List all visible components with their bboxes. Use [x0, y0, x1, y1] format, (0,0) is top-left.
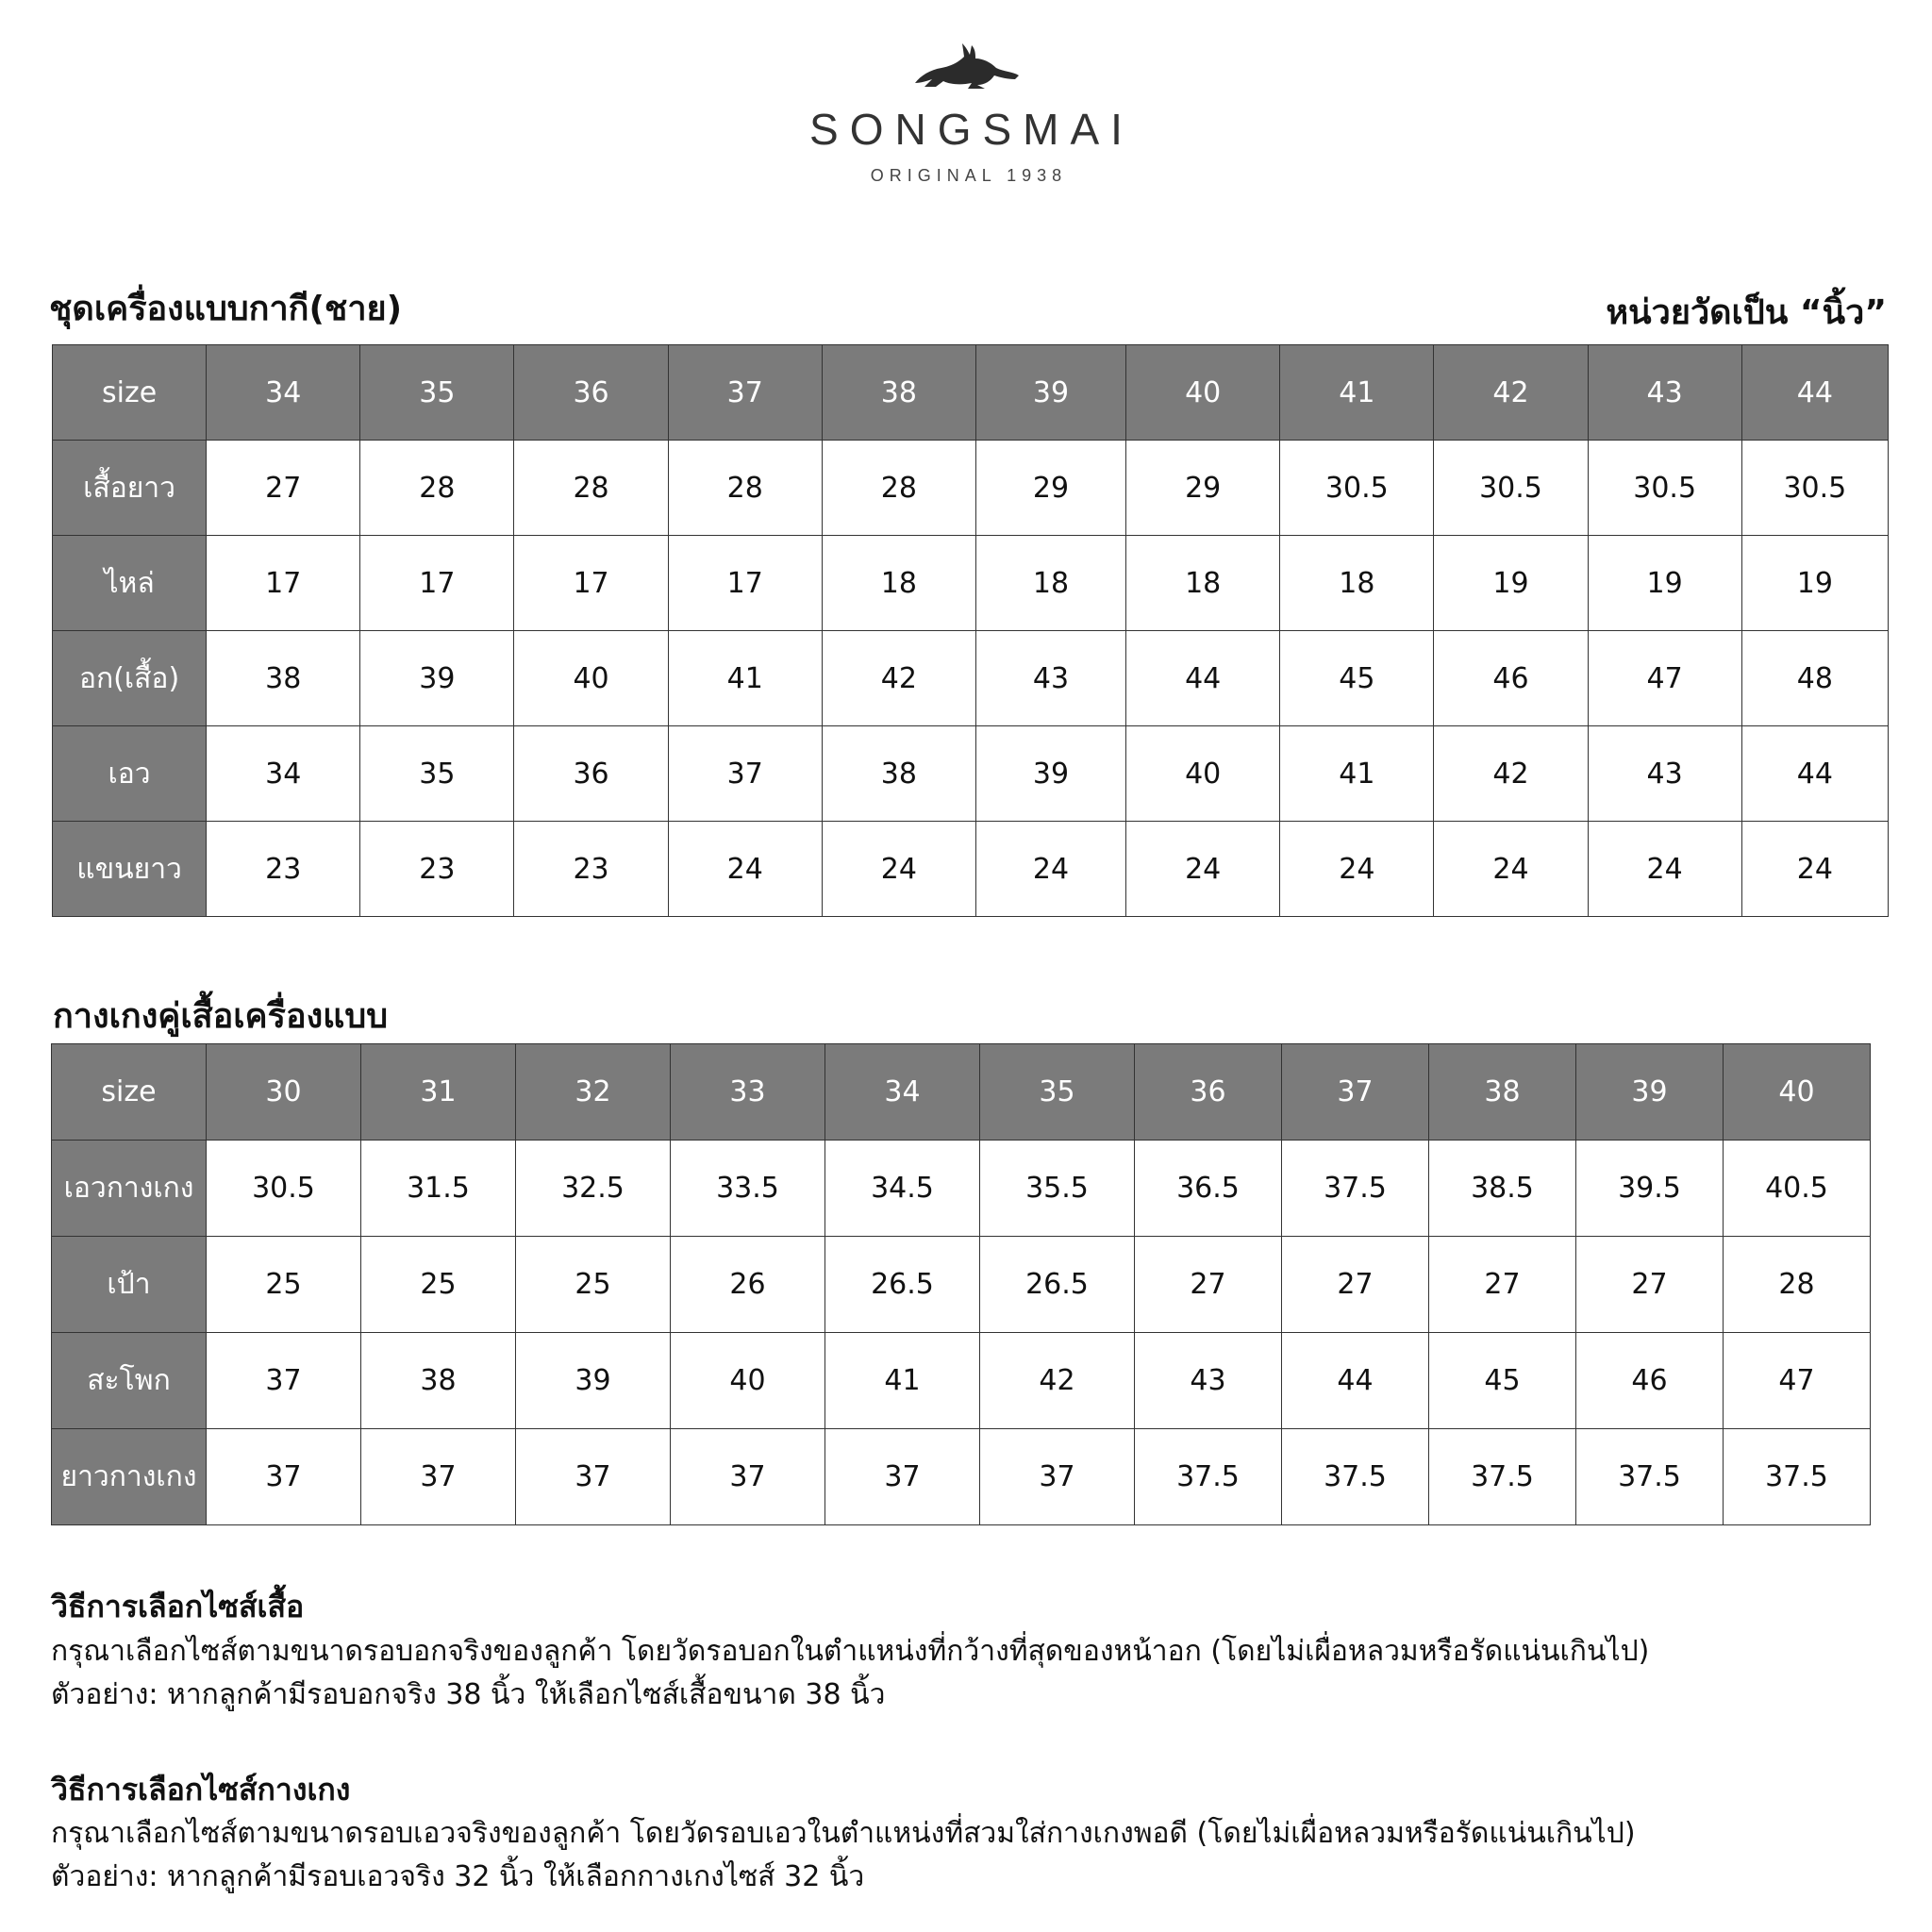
pants-guide-line-1: กรุณาเลือกไซส์ตามขนาดรอบเอวจริงของลูกค้า โดยวัดรอบเอวในตำแหน่งที่สวมใส่กางเกงพอดี (โดยไม่เผื่อหลวมหรือรัดแน่นเกินไป) — [51, 1817, 1636, 1850]
value-cell: 37 — [207, 1333, 361, 1429]
value-cell: 38 — [822, 726, 975, 822]
value-cell: 37.5 — [1724, 1429, 1871, 1525]
pants-size-table — [51, 1043, 1871, 1525]
size-label-cell: size — [52, 1044, 207, 1141]
value-cell: 37.5 — [1576, 1429, 1724, 1525]
value-cell: 45 — [1280, 631, 1434, 726]
size-header-cell: 32 — [516, 1044, 671, 1141]
value-cell: 28 — [1724, 1237, 1871, 1333]
size-header-cell: 40 — [1126, 345, 1280, 441]
shirt-guide-line-2: ตัวอย่าง: หากลูกค้ามีรอบอกจริง 38 นิ้ว ให้เลือกไซส์เสื้อขนาด 38 นิ้ว — [51, 1678, 886, 1711]
table2-title: กางเกงคู่เสื้อเครื่องแบบ — [53, 997, 389, 1036]
row-label-cell: เป้า — [52, 1237, 207, 1333]
value-cell: 24 — [1434, 822, 1588, 917]
table-row — [52, 1429, 1871, 1525]
size-header-cell: 44 — [1741, 345, 1888, 441]
row-label-cell: แขนยาว — [53, 822, 207, 917]
value-cell: 37.5 — [1282, 1141, 1429, 1237]
table1-title: ชุดเครื่องแบบกากี(ชาย) — [49, 290, 403, 328]
value-cell: 27 — [1429, 1237, 1576, 1333]
value-cell: 34 — [207, 726, 360, 822]
size-header-cell: 30 — [207, 1044, 361, 1141]
size-header-row — [52, 1044, 1871, 1141]
value-cell: 24 — [1126, 822, 1280, 917]
value-cell: 36 — [514, 726, 668, 822]
table-row — [52, 1237, 1871, 1333]
row-label-cell: สะโพก — [52, 1333, 207, 1429]
value-cell: 37.5 — [1282, 1429, 1429, 1525]
value-cell: 24 — [1588, 822, 1741, 917]
rabbit-logo-icon — [909, 38, 1023, 91]
table-row — [53, 536, 1889, 631]
size-header-cell: 33 — [671, 1044, 825, 1141]
row-label-cell: เอว — [53, 726, 207, 822]
value-cell: 41 — [668, 631, 822, 726]
value-cell: 31.5 — [361, 1141, 516, 1237]
value-cell: 43 — [975, 631, 1125, 726]
value-cell: 39 — [360, 631, 514, 726]
value-cell: 36.5 — [1135, 1141, 1282, 1237]
size-header-cell: 39 — [1576, 1044, 1724, 1141]
value-cell: 39.5 — [1576, 1141, 1724, 1237]
value-cell: 46 — [1576, 1333, 1724, 1429]
brand-logo — [0, 38, 1932, 186]
unit-note: หน่วยวัดเป็น “นิ้ว” — [1606, 293, 1887, 332]
value-cell: 46 — [1434, 631, 1588, 726]
value-cell: 32.5 — [516, 1141, 671, 1237]
value-cell: 23 — [514, 822, 668, 917]
value-cell: 18 — [975, 536, 1125, 631]
table-row — [53, 822, 1889, 917]
value-cell: 24 — [1741, 822, 1888, 917]
pants-guide-line-2: ตัวอย่าง: หากลูกค้ามีรอบเอวจริง 32 นิ้ว ให้เลือกกางเกงไซส์ 32 นิ้ว — [51, 1860, 865, 1893]
size-header-cell: 43 — [1588, 345, 1741, 441]
value-cell: 43 — [1135, 1333, 1282, 1429]
value-cell: 37 — [516, 1429, 671, 1525]
value-cell: 29 — [975, 441, 1125, 536]
shirt-guide-line-1: กรุณาเลือกไซส์ตามขนาดรอบอกจริงของลูกค้า โดยวัดรอบอกในตำแหน่งที่กว้างที่สุดของหน้าอก (โดยไม่เผื่อหลวมหรือรัดแน่นเกินไป) — [51, 1635, 1650, 1668]
value-cell: 45 — [1429, 1333, 1576, 1429]
value-cell: 40.5 — [1724, 1141, 1871, 1237]
value-cell: 37.5 — [1135, 1429, 1282, 1525]
value-cell: 18 — [822, 536, 975, 631]
value-cell: 38.5 — [1429, 1141, 1576, 1237]
value-cell: 35 — [360, 726, 514, 822]
value-cell: 37.5 — [1429, 1429, 1576, 1525]
shirt-size-table — [52, 344, 1889, 917]
value-cell: 18 — [1280, 536, 1434, 631]
value-cell: 40 — [1126, 726, 1280, 822]
size-header-row — [53, 345, 1889, 441]
size-header-cell: 37 — [668, 345, 822, 441]
value-cell: 39 — [975, 726, 1125, 822]
value-cell: 34.5 — [825, 1141, 980, 1237]
size-header-cell: 36 — [1135, 1044, 1282, 1141]
value-cell: 37 — [825, 1429, 980, 1525]
value-cell: 17 — [207, 536, 360, 631]
value-cell: 26.5 — [825, 1237, 980, 1333]
value-cell: 25 — [361, 1237, 516, 1333]
value-cell: 33.5 — [671, 1141, 825, 1237]
value-cell: 42 — [822, 631, 975, 726]
pants-guide-title: วิธีการเลือกไซส์กางเกง — [51, 1772, 351, 1807]
size-header-cell: 35 — [980, 1044, 1135, 1141]
value-cell: 27 — [207, 441, 360, 536]
value-cell: 37 — [671, 1429, 825, 1525]
value-cell: 18 — [1126, 536, 1280, 631]
value-cell: 38 — [207, 631, 360, 726]
value-cell: 40 — [514, 631, 668, 726]
value-cell: 28 — [822, 441, 975, 536]
value-cell: 48 — [1741, 631, 1888, 726]
value-cell: 26 — [671, 1237, 825, 1333]
value-cell: 43 — [1588, 726, 1741, 822]
row-label-cell: ยาวกางเกง — [52, 1429, 207, 1525]
size-header-cell: 40 — [1724, 1044, 1871, 1141]
value-cell: 37 — [361, 1429, 516, 1525]
value-cell: 19 — [1741, 536, 1888, 631]
value-cell: 17 — [514, 536, 668, 631]
value-cell: 47 — [1724, 1333, 1871, 1429]
value-cell: 38 — [361, 1333, 516, 1429]
size-header-cell: 39 — [975, 345, 1125, 441]
row-label-cell: ไหล่ — [53, 536, 207, 631]
value-cell: 24 — [975, 822, 1125, 917]
table-row — [53, 631, 1889, 726]
value-cell: 28 — [668, 441, 822, 536]
value-cell: 37 — [668, 726, 822, 822]
value-cell: 28 — [514, 441, 668, 536]
value-cell: 30.5 — [207, 1141, 361, 1237]
size-header-cell: 35 — [360, 345, 514, 441]
size-header-cell: 31 — [361, 1044, 516, 1141]
size-header-cell: 34 — [207, 345, 360, 441]
size-header-cell: 42 — [1434, 345, 1588, 441]
value-cell: 35.5 — [980, 1141, 1135, 1237]
table-row — [53, 726, 1889, 822]
value-cell: 17 — [360, 536, 514, 631]
size-header-cell: 37 — [1282, 1044, 1429, 1141]
value-cell: 19 — [1434, 536, 1588, 631]
value-cell: 24 — [822, 822, 975, 917]
brand-name: SONGSMAI — [809, 105, 1134, 154]
table-row — [52, 1141, 1871, 1237]
value-cell: 39 — [516, 1333, 671, 1429]
row-label-cell: เสื้อยาว — [53, 441, 207, 536]
value-cell: 41 — [825, 1333, 980, 1429]
value-cell: 44 — [1741, 726, 1888, 822]
value-cell: 28 — [360, 441, 514, 536]
value-cell: 30.5 — [1434, 441, 1588, 536]
value-cell: 30.5 — [1280, 441, 1434, 536]
value-cell: 23 — [360, 822, 514, 917]
size-header-cell: 41 — [1280, 345, 1434, 441]
value-cell: 27 — [1282, 1237, 1429, 1333]
size-header-cell: 38 — [1429, 1044, 1576, 1141]
size-header-cell: 36 — [514, 345, 668, 441]
value-cell: 27 — [1576, 1237, 1724, 1333]
value-cell: 30.5 — [1588, 441, 1741, 536]
value-cell: 24 — [668, 822, 822, 917]
value-cell: 40 — [671, 1333, 825, 1429]
value-cell: 19 — [1588, 536, 1741, 631]
row-label-cell: อก(เสื้อ) — [53, 631, 207, 726]
size-label-cell: size — [53, 345, 207, 441]
size-header-cell: 34 — [825, 1044, 980, 1141]
value-cell: 24 — [1280, 822, 1434, 917]
table-row — [53, 441, 1889, 536]
shirt-guide-title: วิธีการเลือกไซส์เสื้อ — [51, 1589, 305, 1624]
size-header-cell: 38 — [822, 345, 975, 441]
value-cell: 44 — [1126, 631, 1280, 726]
brand-tagline: ORIGINAL 1938 — [870, 166, 1068, 185]
value-cell: 25 — [207, 1237, 361, 1333]
value-cell: 25 — [516, 1237, 671, 1333]
value-cell: 23 — [207, 822, 360, 917]
value-cell: 29 — [1126, 441, 1280, 536]
value-cell: 27 — [1135, 1237, 1282, 1333]
value-cell: 41 — [1280, 726, 1434, 822]
value-cell: 26.5 — [980, 1237, 1135, 1333]
value-cell: 42 — [1434, 726, 1588, 822]
value-cell: 42 — [980, 1333, 1135, 1429]
row-label-cell: เอวกางเกง — [52, 1141, 207, 1237]
table-row — [52, 1333, 1871, 1429]
value-cell: 17 — [668, 536, 822, 631]
value-cell: 37 — [207, 1429, 361, 1525]
value-cell: 44 — [1282, 1333, 1429, 1429]
value-cell: 37 — [980, 1429, 1135, 1525]
value-cell: 47 — [1588, 631, 1741, 726]
value-cell: 30.5 — [1741, 441, 1888, 536]
